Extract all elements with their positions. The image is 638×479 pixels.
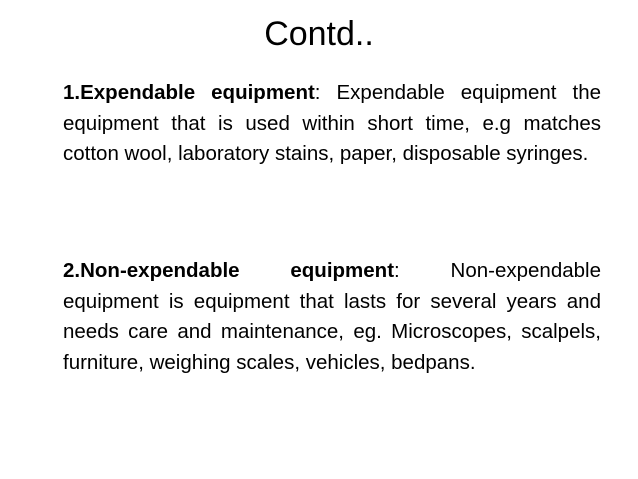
non-expendable-equipment-definition: Non-expendable equipment is equipment that lasts for several years and needs care and maintenance, eg. Microscopes, scalpels, furniture, weighing scales, vehicles, bedpans. (63, 259, 601, 374)
non-expendable-equipment-term: 2.Non-expendable equipment (63, 259, 395, 282)
expendable-equipment-definition: Expendable equipment the equipment that is used within short time, e.g matches cotton wool, laboratory stains, paper, disposable syringes. (63, 81, 601, 165)
expendable-equipment-colon: : (314, 81, 321, 104)
non-expendable-equipment-colon: : (394, 259, 400, 282)
slide-title: Contd.. (264, 15, 374, 53)
expendable-equipment-paragraph (63, 78, 601, 170)
non-expendable-equipment-paragraph (63, 256, 601, 378)
expendable-equipment-term: 1.Expendable equipment (63, 81, 315, 104)
